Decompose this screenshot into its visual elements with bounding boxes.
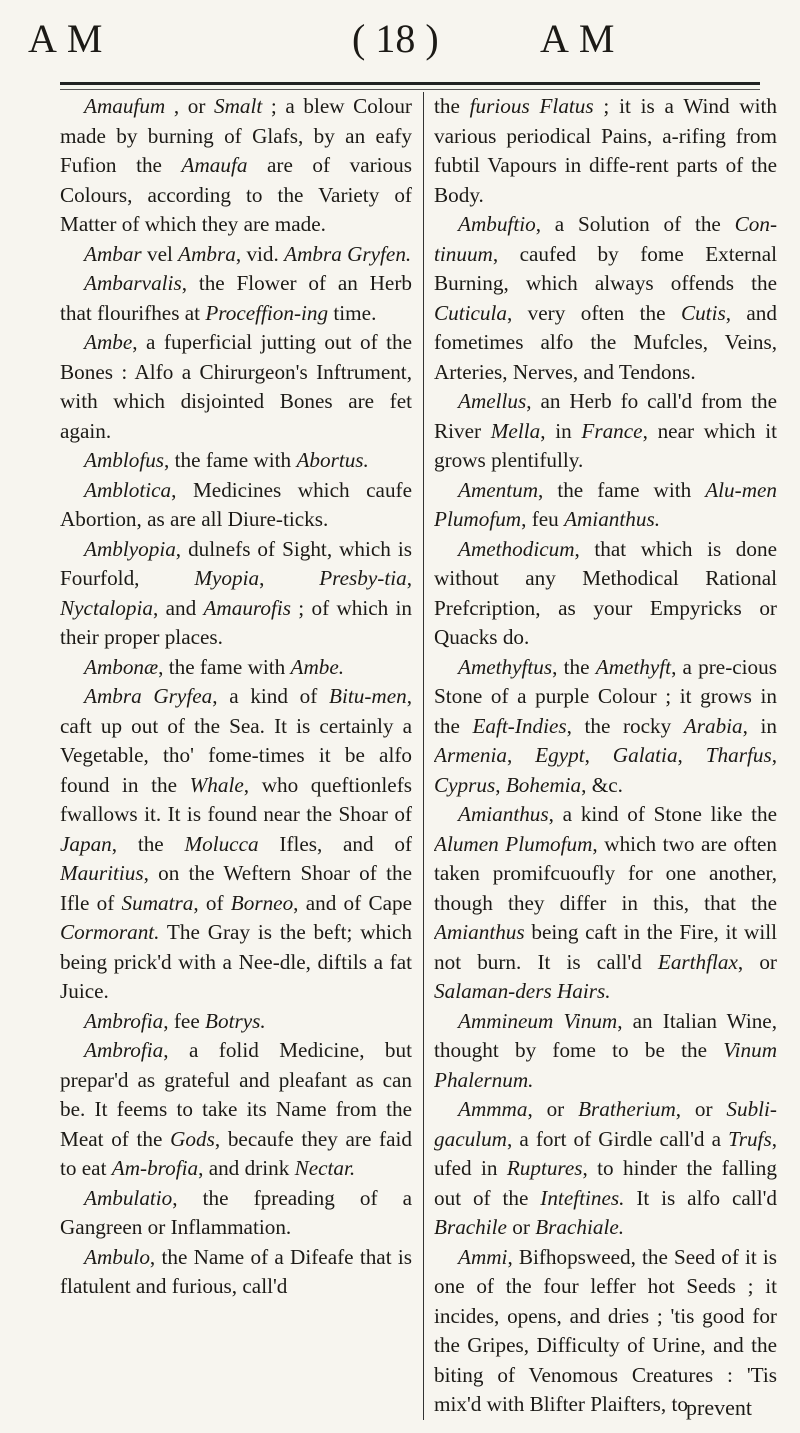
entry-text: , the fpreading of a Gangreen or Inflammation. (60, 1185, 412, 1239)
entry-text: ; a blew Colour made by burning of Glafs, by an eafy Fufion the (60, 94, 412, 177)
entry-text: , in (540, 418, 582, 443)
entry-text: , caufed by fome External Burning, which always offends the (434, 241, 777, 295)
header-rule (60, 82, 760, 85)
entry-text: , the rocky (566, 713, 684, 738)
headword-or-term: Ambe (84, 330, 133, 354)
dictionary-entry (434, 1095, 777, 1243)
headword-or-term: Brachile (434, 1215, 507, 1239)
entry-text: the (434, 94, 470, 118)
dictionary-entry (434, 476, 777, 535)
entry-text: , feu (521, 507, 565, 531)
headword-or-term: Amaurofis (203, 595, 291, 620)
entry-text: , and (152, 595, 204, 620)
headword-or-term: Smalt (213, 94, 263, 118)
headword-or-term: Arabia (683, 713, 743, 738)
entry-text: , an Italian Wine, thought by fome to be the (434, 1008, 777, 1062)
entry-text: , vid. (235, 241, 285, 266)
entry-text: , Medicines which caufe Abortion, as are all Diure-ticks. (60, 477, 412, 531)
headword-or-term: Sumatra (121, 890, 194, 915)
entry-text: Ifles, and of (258, 831, 412, 856)
headword-or-term: Amethyft (595, 654, 672, 679)
entry-text: , a fuperficial jutting out of the Bones : Alfo a Chirurgeon's Inftrument, with which disjointed Bones are fet again. (60, 330, 412, 443)
entry-text: , fee (163, 1008, 206, 1033)
headword-or-term: Amellus (458, 389, 527, 413)
dictionary-entry (434, 1243, 777, 1420)
entry-text: or (506, 1215, 536, 1239)
entry-text: , or (737, 949, 777, 974)
entry-text: , in (742, 713, 777, 738)
dictionary-entry (60, 240, 412, 270)
dictionary-entry (60, 446, 412, 476)
entry-text: , the (552, 654, 596, 679)
entry-text: , (495, 772, 506, 797)
headword-or-term: Mella (490, 418, 541, 443)
entry-text: , a fort of Girdle call'd a (506, 1126, 729, 1151)
entry-text: being caft in the Fire, it will not burn. It is call'd (434, 920, 777, 974)
headword-or-term: Borneo (230, 890, 294, 915)
headword-or-term: Amentum (458, 477, 539, 502)
entry-text: , or (165, 94, 214, 118)
headword-or-term: Ammi (458, 1244, 508, 1269)
headword-or-term: Alumen Plumofum (434, 831, 593, 856)
entry-text: , an Herb fo call'd from the River (434, 389, 777, 443)
headword-or-term: Inteftines. (540, 1185, 625, 1210)
right-column (434, 92, 777, 1422)
dictionary-entry (60, 476, 412, 535)
entry-text: , near which it grows plentifully. (434, 418, 777, 472)
headword-or-term: Am-brofia (111, 1156, 199, 1180)
headword-or-term: Amethodicum (458, 536, 575, 561)
entry-text: , that which is done without any Methodical Rational Prefcription, as your Empyricks or Quacks do. (434, 536, 777, 649)
entry-text: , dulnefs of Sight, which is Fourfold, (60, 536, 412, 590)
headword-or-term: Amblyopia (84, 536, 176, 561)
entry-text: , a Solution of the (535, 212, 735, 236)
headword-or-term: Tharfus (705, 743, 772, 767)
entry-text: , or (527, 1097, 579, 1121)
entry-text: The Gray is the beft; which being prick'd with a Nee-dle, diftils a fat Juice. (60, 920, 412, 1003)
headword-or-term: Con-tinuum (434, 212, 777, 266)
headword-or-term: Ammineum Vinum (458, 1008, 618, 1033)
headword-or-term: Bratherium (578, 1097, 676, 1121)
headword-or-term: Ambonæ (84, 654, 159, 679)
headword-or-term: Amethyftus (458, 654, 553, 679)
headword-or-term: Bitu-men (329, 684, 407, 708)
dictionary-entry (434, 535, 777, 653)
entry-text: , or (675, 1097, 727, 1121)
headword-or-term: Cutis (680, 300, 726, 325)
catchword: prevent (686, 1395, 752, 1420)
headword-or-term: Presby-tia (319, 566, 407, 590)
headword-or-term: Galatia (612, 743, 678, 767)
entry-text: , (771, 743, 777, 767)
headword-or-term: Bohemia (505, 772, 582, 797)
dictionary-entry (60, 92, 412, 240)
headword-or-term: Ambrofia (84, 1038, 164, 1062)
entry-text: are of various Colours, according to the Variety of Matter of which they are made. (60, 153, 412, 236)
headword-or-term: Ambuftio (458, 212, 536, 236)
headword-or-term: Molucca (184, 831, 259, 856)
dictionary-entry (434, 1007, 777, 1096)
left-column (60, 92, 412, 1422)
column-divider (423, 92, 424, 1420)
entry-text: ; it is a Wind with various periodical Pains, a-rifing from fubtil Vapours in diffe-rent parts of the Body. (434, 94, 777, 207)
entry-text: , (406, 566, 412, 590)
dictionary-entry (60, 328, 412, 446)
dictionary-entry (60, 1007, 412, 1037)
headword-or-term: Amblotica (84, 477, 172, 502)
headword-or-term: Amianthus (458, 802, 549, 826)
headword-or-term: Brachiale. (535, 1215, 625, 1239)
entry-text: , and fometimes alfo the Mufcles, Veins, Arteries, Nerves, and Tendons. (434, 300, 777, 384)
headword-or-term: Vinum Phalernum. (434, 1038, 777, 1092)
page-number: ( 18 ) (352, 16, 439, 61)
entry-text: , ufed in (434, 1126, 777, 1180)
dictionary-entry (434, 387, 777, 476)
headword-or-term: Ambulo (84, 1244, 150, 1269)
headword-or-term: Whale (189, 772, 244, 797)
headword-or-term: Abortus. (296, 448, 369, 472)
headword-or-term: Ambarvalis (84, 271, 182, 295)
headword-or-term: Ambrofia (84, 1008, 164, 1033)
entry-text: , (506, 743, 536, 767)
entry-text: , of (193, 890, 231, 915)
header-left-letters: AM (28, 16, 113, 61)
headword-or-term: Japan (60, 831, 112, 856)
header-right-letters: AM (540, 16, 625, 61)
dictionary-entry (434, 800, 777, 1007)
entry-text: , the Flower of an Herb that flourifhes at (60, 271, 412, 325)
entry-text: It is alfo call'd (624, 1185, 777, 1210)
entry-text: , to hinder the falling out of the (434, 1156, 777, 1210)
headword-or-term: Amianthus (434, 920, 525, 944)
dictionary-entry (60, 653, 412, 683)
entry-text: , becaufe they are faid to eat (60, 1126, 412, 1180)
headword-or-term: France (581, 418, 643, 443)
headword-or-term: Myopia (194, 566, 260, 590)
entry-text: , (677, 743, 706, 767)
headword-or-term: Subli-gaculum (434, 1097, 777, 1151)
dictionary-entry (434, 653, 777, 801)
dictionary-entry (434, 210, 777, 387)
headword-or-term: Proceffion-ing (205, 300, 329, 325)
headword-or-term: Alu-men Plumofum (434, 477, 777, 531)
dictionary-entry (60, 1036, 412, 1184)
entry-text: , and of Cape (293, 890, 412, 915)
headword-or-term: Ruptures (506, 1156, 583, 1180)
entry-text: , and drink (198, 1156, 295, 1180)
headword-or-term: Nectar. (294, 1156, 356, 1180)
entry-text: , a pre-cious Stone of a purple Colour ; it grows in the (434, 654, 777, 738)
entry-text: , the fame with (164, 448, 297, 472)
headword-or-term: Cormorant. (60, 920, 160, 944)
headword-or-term: Ammma (458, 1097, 528, 1121)
headword-or-term: Salaman-ders Hairs. (434, 979, 611, 1003)
headword-or-term: Amblofus (84, 448, 165, 472)
dictionary-entry (60, 1243, 412, 1302)
entry-text: , the fame with (538, 477, 706, 502)
entry-text: , the Name of a Difeafe that is flatulent and furious, call'd (60, 1244, 412, 1298)
headword-or-term: Trufs (728, 1126, 772, 1151)
entry-text: , the (111, 831, 185, 856)
headword-or-term: Amaufa (181, 153, 248, 177)
headword-or-term: Botrys. (205, 1008, 266, 1033)
headword-or-term: Egypt (535, 743, 585, 767)
entry-text: , a folid Medicine, but prepar'd as grateful and pleafant as can be. It feems to take its Name from the Meat of the (60, 1038, 412, 1151)
headword-or-term: Ambe. (290, 654, 345, 679)
headword-or-term: furious Flatus (469, 94, 594, 118)
headword-or-term: Amianthus. (564, 507, 660, 531)
headword-or-term: Earthflax (657, 949, 738, 974)
entry-text: , a kind of (212, 684, 330, 708)
dictionary-entry (60, 535, 412, 653)
running-header (0, 8, 800, 70)
entry-text: , (584, 743, 613, 767)
entry-text: , a kind of Stone like the (548, 802, 777, 826)
headword-or-term: Gods (170, 1126, 215, 1151)
dictionary-entry (434, 92, 777, 210)
entry-text: ; of which in their proper places. (60, 595, 412, 649)
headword-or-term: Amaufum (84, 94, 166, 118)
headword-or-term: Ambra (178, 241, 236, 266)
headword-or-term: Mauritius (60, 861, 144, 885)
entry-text: , Bifhopsweed, the Seed of it is one of the four leffer hot Seeds ; it incides, opens, and dries ; 'tis good for the Gripes, Difficulty of Urine, and the biting of Venomous Creatures : 'Tis mix'd with Blifter Plaifters, to (434, 1244, 777, 1416)
entry-text: , which two are often taken promifcuoufly for one another, though they differ in this, that the (434, 831, 777, 915)
headword-or-term: Armenia (434, 743, 507, 767)
headword-or-term: Cyprus (434, 772, 496, 797)
entry-text: , who queftionlefs fwallows it. It is found near the Shoar of (60, 772, 412, 826)
dictionary-entry (60, 682, 412, 1007)
header-rule-thin (60, 89, 760, 90)
headword-or-term: Cuticula (434, 300, 507, 325)
headword-or-term: Ambulatio (84, 1185, 173, 1210)
headword-or-term: Ambra Gryfen. (284, 241, 412, 266)
headword-or-term: Ambar (84, 241, 142, 266)
dictionary-entry (60, 1184, 412, 1243)
headword-or-term: Nyctalopia (60, 595, 153, 620)
entry-text: , (259, 566, 320, 590)
headword-or-term: Eaft-Indies (472, 713, 567, 738)
entry-text: time. (328, 300, 377, 325)
entry-text: vel (141, 241, 179, 266)
entry-text: , very often the (506, 300, 681, 325)
entry-text: , &c. (581, 772, 623, 797)
headword-or-term: Ambra Gryfea (84, 684, 213, 708)
dictionary-entry (60, 269, 412, 328)
entry-text: , the fame with (158, 654, 291, 679)
entry-text: , caft up out of the Sea. It is certainly a Vegetable, tho' fome-times it be alfo found in the (60, 684, 412, 797)
entry-text: , on the Weftern Shoar of the Ifle of (60, 861, 412, 915)
